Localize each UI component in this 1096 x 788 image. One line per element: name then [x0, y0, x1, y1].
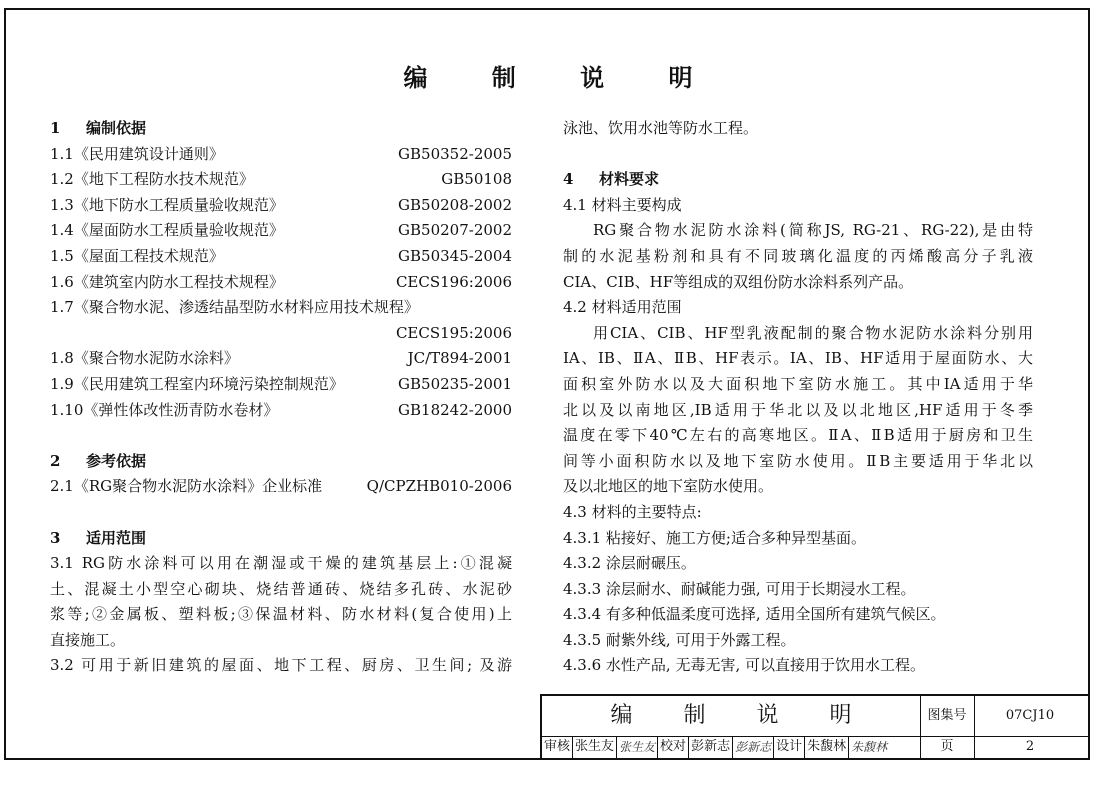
ref-item: 2.1《RG聚合物水泥防水涂料》企业标准 Q/CPZHB010-2006 — [50, 477, 512, 496]
feature-item: 4.3.3 涂层耐水、耐碱能力强, 可用于长期浸水工程。 — [563, 579, 916, 598]
designer-signature: 朱馥林 — [851, 740, 888, 754]
subsection-heading: 4.2 材料适用范围 — [563, 298, 682, 317]
right-column — [563, 116, 1033, 679]
body-line: 制的水泥基粉剂和具有不同玻璃化温度的丙烯酸高分子乳液 — [563, 246, 1033, 265]
page-number: 2 — [1025, 739, 1035, 754]
ref-item: 1.1《民用建筑设计通则》 GB50352-2005 — [50, 144, 512, 163]
body-line: 浆等;②金属板、塑料板;③保温材料、防水材料(复合使用)上 — [50, 605, 512, 624]
ref-item: 1.4《屋面防水工程质量验收规范》 GB50207-2002 — [50, 221, 512, 240]
title-block — [540, 694, 1088, 758]
atlas-number: 07CJ10 — [1005, 708, 1055, 723]
subsection-heading: 4.1 材料主要构成 — [563, 195, 682, 214]
ref-item: 1.9《民用建筑工程室内环境污染控制规范》 GB50235-2001 — [50, 374, 512, 393]
review-label: 审核 — [542, 736, 573, 758]
body-line: 直接施工。 — [50, 630, 126, 649]
body-line: 用CIA、CIB、HF型乳液配制的聚合物水泥防水涂料分别用 — [593, 323, 1033, 342]
atlas-number-label: 图集号 — [920, 696, 975, 736]
ref-item: 1.6《建筑室内防水工程技术规程》 CECS196:2006 — [50, 272, 512, 291]
body-line: IA、IB、ⅡA、ⅡB、HF表示。IA、IB、HF适用于屋面防水、大 — [563, 349, 1033, 368]
ref-item: 1.2《地下工程防水技术规范》 GB50108 — [50, 170, 512, 189]
body-line: 土、混凝土小型空心砌块、烧结普通砖、烧结多孔砖、水泥砂 — [50, 579, 512, 598]
left-column — [50, 116, 512, 679]
checker-name: 彭新志 — [689, 736, 733, 758]
reviewer-name: 张生友 — [573, 736, 617, 758]
body-line: 间等小面积防水以及地下室防水使用。ⅡB主要适用于华北以 — [563, 451, 1033, 470]
ref-item: 1.7《聚合物水泥、渗透结晶型防水材料应用技术规程》 — [50, 298, 419, 317]
body-line: 面积室外防水以及大面积地下室防水施工。其中IA适用于华 — [563, 374, 1033, 393]
section-3-heading: 3 适用范围 — [50, 528, 147, 547]
ref-item: CECS195:2006 — [395, 323, 512, 342]
body-line: RG聚合物水泥防水涂料(简称JS, RG-21、RG-22),是由特 — [593, 221, 1033, 240]
subsection-heading: 4.3 材料的主要特点: — [563, 502, 702, 521]
feature-item: 4.3.6 水性产品, 无毒无害, 可以直接用于饮用水工程。 — [563, 656, 926, 675]
body-line: 泳池、饮用水池等防水工程。 — [563, 119, 759, 137]
signature-row — [542, 736, 921, 758]
feature-item: 4.3.4 有多种低温柔度可选择, 适用全国所有建筑气候区。 — [563, 605, 946, 624]
ref-item: 1.10《弹性体改性沥青防水卷材》 GB18242-2000 — [50, 400, 512, 419]
page-label: 页 — [920, 736, 975, 758]
checker-signature: 彭新志 — [733, 736, 774, 758]
section-4-heading: 4 材料要求 — [563, 170, 660, 189]
feature-item: 4.3.5 耐紫外线, 可用于外露工程。 — [563, 630, 796, 649]
feature-item: 4.3.1 粘接好、施工方便;适合多种异型基面。 — [563, 528, 866, 547]
ref-item: 1.8《聚合物水泥防水涂料》 JC/T894-2001 — [50, 349, 512, 368]
feature-item: 4.3.2 涂层耐碾压。 — [563, 554, 696, 573]
body-line: 3.1 RG防水涂料可以用在潮湿或干燥的建筑基层上:①混凝 — [50, 554, 512, 573]
title-block-name: 编 制 说 明 — [542, 696, 921, 736]
body-line: 及以北地区的地下室防水使用。 — [563, 477, 774, 496]
design-label: 设计 — [774, 736, 805, 758]
section-2-heading: 2 参考依据 — [50, 451, 147, 470]
page-title: 编 制 说 明 — [403, 63, 721, 92]
body-line: 北以及以南地区,IB适用于华北以及以北地区,HF适用于冬季 — [563, 400, 1033, 419]
ref-item: 1.3《地下防水工程质量验收规范》 GB50208-2002 — [50, 195, 512, 214]
ref-item: 1.5《屋面工程技术规范》 GB50345-2004 — [50, 246, 512, 265]
check-label: 校对 — [658, 736, 689, 758]
designer-name: 朱馥林 — [805, 736, 849, 758]
section-1-heading: 1 编制依据 — [50, 119, 147, 137]
body-line: 3.2 可用于新旧建筑的屋面、地下工程、厨房、卫生间; 及游 — [50, 656, 512, 675]
body-line: 温度在零下40℃左右的高寒地区。ⅡA、ⅡB适用于厨房和卫生 — [563, 426, 1033, 445]
reviewer-signature: 张生友 — [617, 736, 658, 758]
body-line: CIA、CIB、HF等组成的双组份防水涂料系列产品。 — [563, 272, 914, 291]
